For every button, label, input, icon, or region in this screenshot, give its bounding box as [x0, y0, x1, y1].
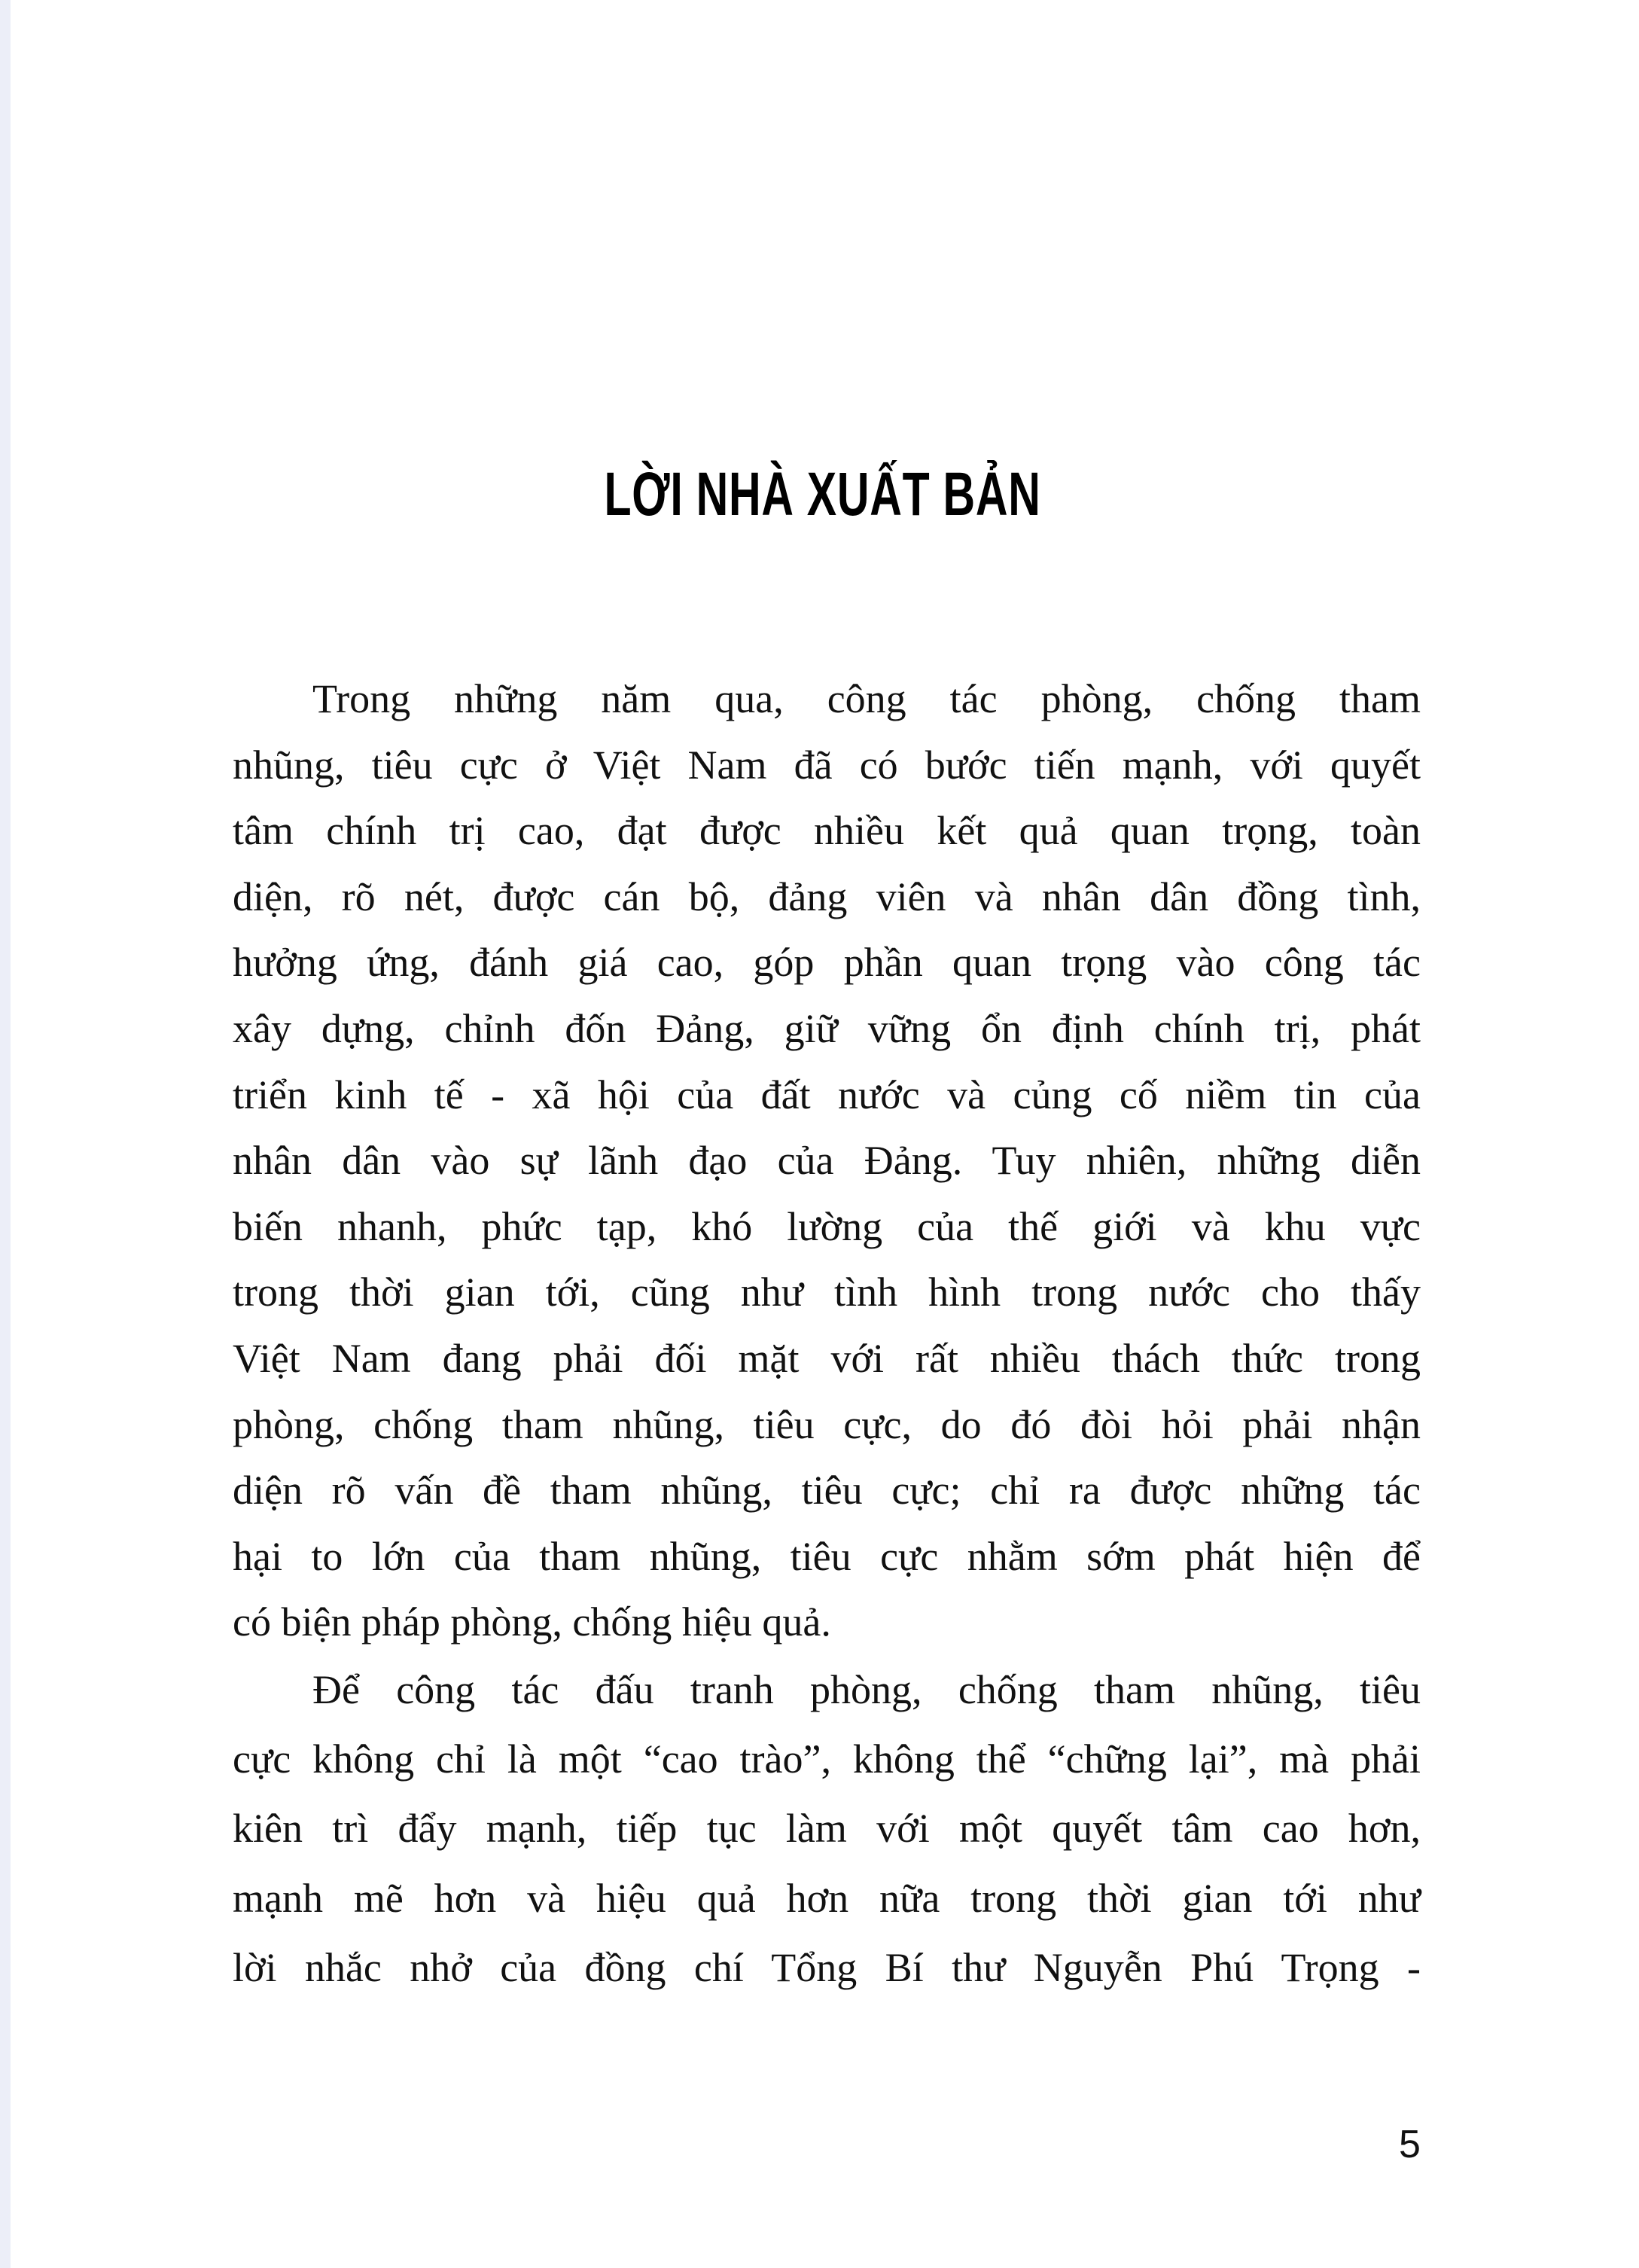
text-line: phòng, chống tham nhũng, tiêu cực, do đó đòi hỏi phải nhận — [233, 1401, 1421, 1447]
text-line: triển kinh tế - xã hội của đất nước và củng cố niềm tin của — [233, 1072, 1421, 1117]
text-line: hưởng ứng, đánh giá cao, góp phần quan trọng vào công tác — [233, 940, 1421, 986]
text-line: cực không chỉ là một “cao trào”, không thể “chững lại”, mà phải — [233, 1736, 1421, 1782]
page-title: LỜI NHÀ XUẤT BẢN — [604, 460, 1041, 529]
text-line: biến nhanh, phức tạp, khó lường của thế giới và khu vực — [233, 1203, 1421, 1249]
text-line: có biện pháp phòng, chống hiệu quả. — [233, 1599, 831, 1645]
text-line: hại to lớn của tham nhũng, tiêu cực nhằm sớm phát hiện để — [233, 1533, 1421, 1579]
text-line: xây dựng, chỉnh đốn Đảng, giữ vững ổn định chính trị, phát — [233, 1006, 1421, 1051]
text-line: lời nhắc nhở của đồng chí Tổng Bí thư Nguyễn Phú Trọng - — [233, 1944, 1421, 1990]
text-line: Việt Nam đang phải đối mặt với rất nhiều thách thức trong — [233, 1336, 1421, 1381]
page-edge — [0, 0, 11, 2268]
text-line: Để công tác đấu tranh phòng, chống tham nhũng, tiêu — [312, 1667, 1421, 1712]
text-line: tâm chính trị cao, đạt được nhiều kết quả quan trọng, toàn — [233, 808, 1421, 854]
text-line: diện, rõ nét, được cán bộ, đảng viên và nhân dân đồng tình, — [233, 873, 1421, 919]
text-line: nhân dân vào sự lãnh đạo của Đảng. Tuy nhiên, những diễn — [233, 1138, 1421, 1184]
text-line: Trong những năm qua, công tác phòng, chống tham — [312, 676, 1421, 721]
text-line: kiên trì đẩy mạnh, tiếp tục làm với một quyết tâm cao hơn, — [233, 1806, 1421, 1852]
text-line: diện rõ vấn đề tham nhũng, tiêu cực; chỉ ra được những tác — [233, 1468, 1421, 1514]
text-line: trong thời gian tới, cũng như tình hình trong nước cho thấy — [233, 1270, 1421, 1315]
page-number: 5 — [1399, 2123, 1421, 2166]
text-line: nhũng, tiêu cực ở Việt Nam đã có bước tiến mạnh, với quyết — [233, 742, 1421, 788]
text-line: mạnh mẽ hơn và hiệu quả hơn nữa trong thời gian tới như — [233, 1875, 1421, 1921]
